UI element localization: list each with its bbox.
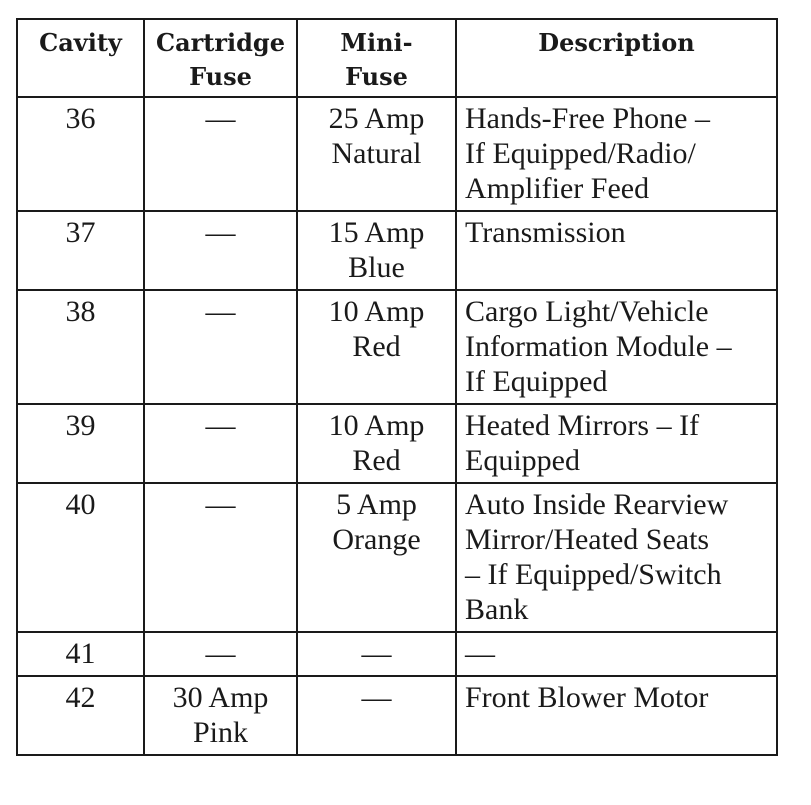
cartridge-value: 30 Amp Pink	[172, 681, 269, 749]
cavity-cell	[17, 632, 144, 676]
cavity-value: 36	[65, 102, 96, 135]
mini-fuse-value: 10 Amp Red	[328, 409, 425, 477]
table-row	[17, 483, 777, 632]
description-value: Auto Inside Rearview Mirror/Heated Seats – If Equipped/Switch Bank	[465, 488, 729, 626]
table-row	[17, 632, 777, 676]
cavity-value: 42	[65, 681, 96, 714]
mini-fuse-value: 25 Amp Natural	[328, 102, 425, 170]
cavity-value: 41	[65, 637, 96, 670]
description-value: Cargo Light/Vehicle Information Module – If Equipped	[465, 295, 732, 398]
header-cartridge-fuse-label: Cartridge Fuse	[156, 28, 285, 91]
header-cavity	[17, 19, 144, 97]
cavity-cell	[17, 676, 144, 755]
table-row	[17, 211, 777, 290]
cavity-value: 39	[65, 409, 96, 442]
table-row	[17, 97, 777, 211]
mini-fuse-cell	[297, 211, 456, 290]
cartridge-cell	[144, 632, 297, 676]
description-cell	[456, 483, 777, 632]
mini-fuse-cell	[297, 632, 456, 676]
mini-fuse-cell	[297, 290, 456, 404]
mini-fuse-value: 15 Amp Blue	[328, 216, 425, 284]
cavity-value: 37	[65, 216, 96, 249]
cartridge-cell	[144, 483, 297, 632]
table-row	[17, 290, 777, 404]
header-mini-fuse-label: Mini- Fuse	[340, 28, 413, 91]
cavity-value: 38	[65, 295, 96, 328]
cartridge-cell	[144, 97, 297, 211]
cartridge-value: —	[205, 409, 236, 442]
description-cell	[456, 404, 777, 483]
cartridge-value: —	[205, 488, 236, 521]
cavity-cell	[17, 290, 144, 404]
table-row	[17, 676, 777, 755]
mini-fuse-cell	[297, 404, 456, 483]
cavity-cell	[17, 483, 144, 632]
header-description-label: Description	[538, 28, 695, 57]
cartridge-value: —	[205, 216, 236, 249]
cartridge-value: —	[205, 102, 236, 135]
cartridge-cell	[144, 676, 297, 755]
description-value: Hands-Free Phone – If Equipped/Radio/ Amplifier Feed	[465, 102, 710, 205]
cartridge-cell	[144, 211, 297, 290]
cartridge-cell	[144, 404, 297, 483]
table-header	[17, 19, 777, 97]
mini-fuse-cell	[297, 97, 456, 211]
cartridge-cell	[144, 290, 297, 404]
cartridge-value: —	[205, 295, 236, 328]
fuse-table	[16, 18, 778, 756]
description-value: Heated Mirrors – If Equipped	[465, 409, 700, 477]
mini-fuse-value: 10 Amp Red	[328, 295, 425, 363]
description-value: —	[465, 637, 495, 670]
cavity-value: 40	[65, 488, 96, 521]
header-description	[456, 19, 777, 97]
mini-fuse-cell	[297, 483, 456, 632]
header-row	[17, 19, 777, 97]
cavity-cell	[17, 211, 144, 290]
mini-fuse-value: 5 Amp Orange	[332, 488, 421, 556]
description-value: Transmission	[465, 216, 626, 249]
cavity-cell	[17, 97, 144, 211]
cartridge-value: —	[205, 637, 236, 670]
mini-fuse-value: —	[361, 637, 392, 670]
header-mini-fuse	[297, 19, 456, 97]
cavity-cell	[17, 404, 144, 483]
description-cell	[456, 632, 777, 676]
header-cavity-label: Cavity	[39, 28, 122, 57]
description-cell	[456, 97, 777, 211]
description-cell	[456, 211, 777, 290]
mini-fuse-cell	[297, 676, 456, 755]
table-body	[17, 97, 777, 755]
header-cartridge-fuse	[144, 19, 297, 97]
description-cell	[456, 290, 777, 404]
description-cell	[456, 676, 777, 755]
description-value: Front Blower Motor	[465, 681, 709, 714]
table-row	[17, 404, 777, 483]
mini-fuse-value: —	[361, 681, 392, 714]
